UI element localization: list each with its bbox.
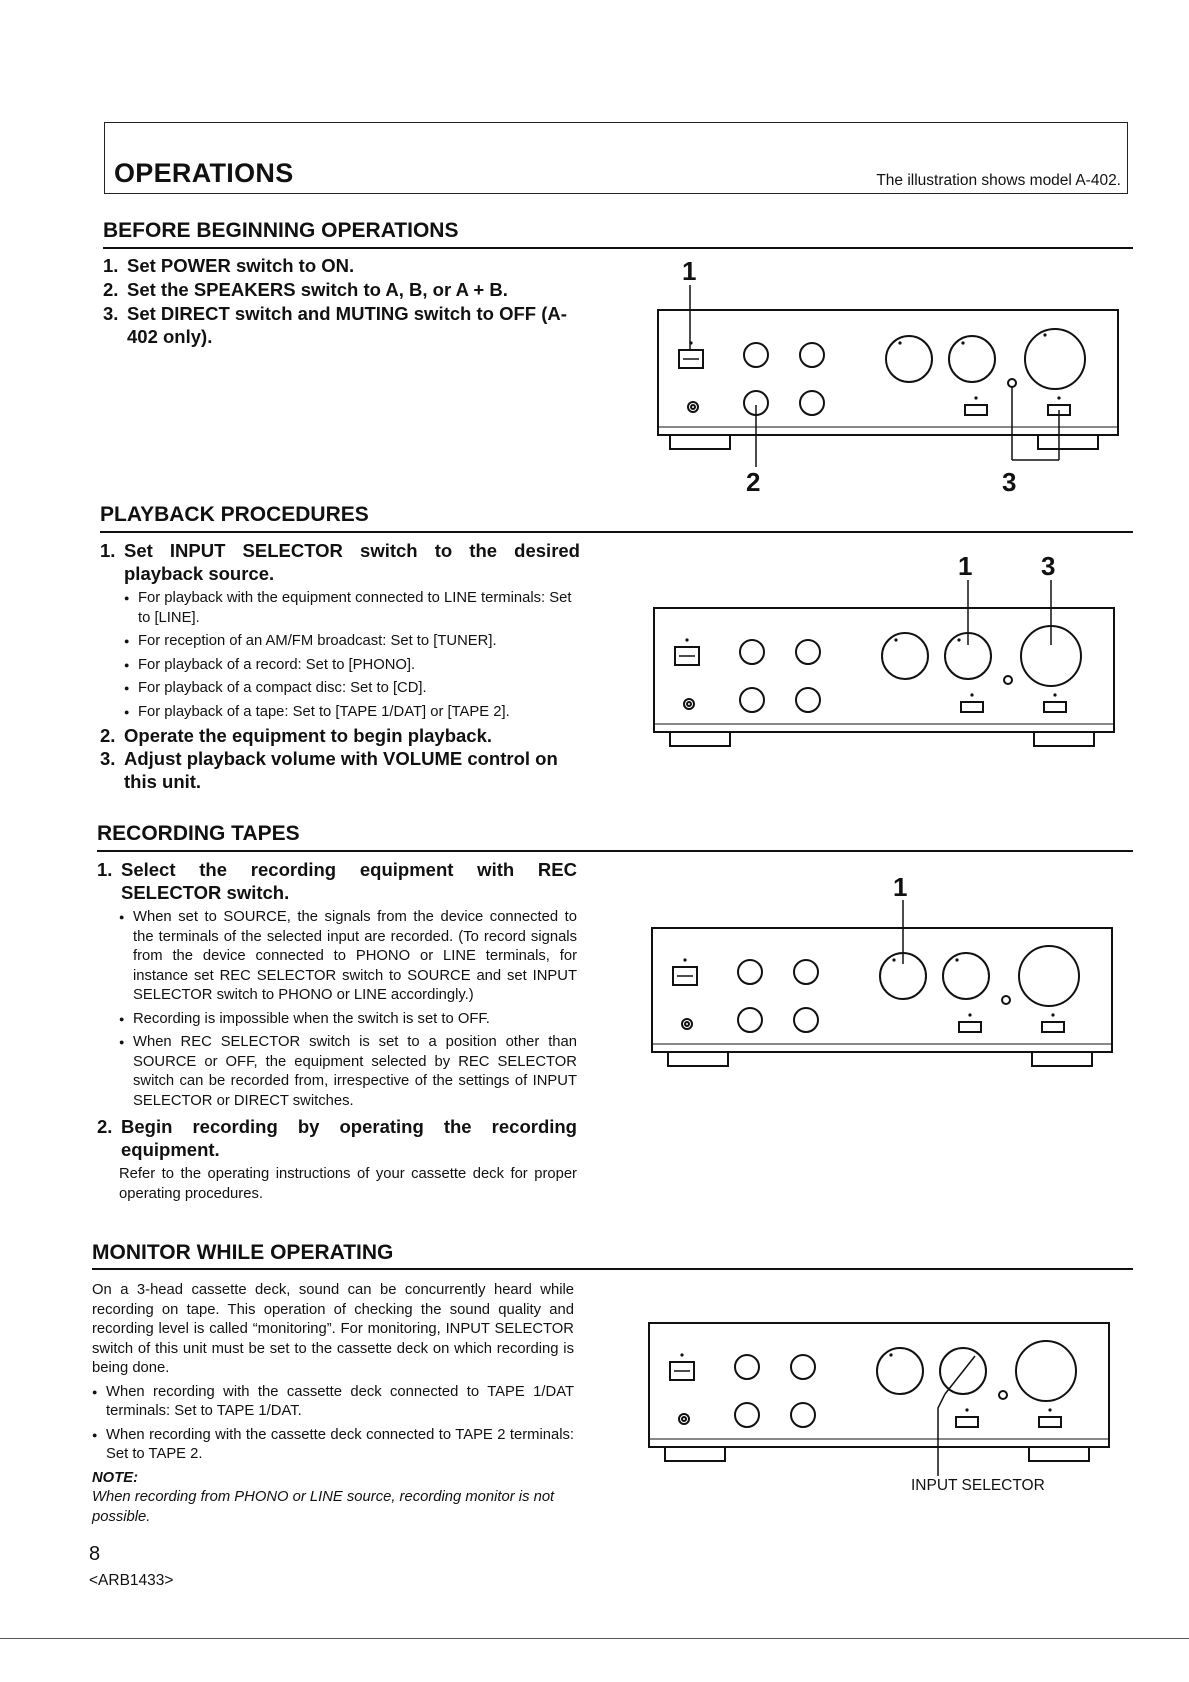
- before-step-2: 2. Set the SPEAKERS switch to A, B, or A + B.: [103, 279, 508, 300]
- amplifier-diagram-playback: [650, 545, 1130, 760]
- list-item: ● When REC SELECTOR switch is set to a position other than SOURCE or OFF, the equipment selected by REC SELECTOR switch can be recorded from, irrespective of the settings of INPUT SELECTOR or DIRECT switches.: [119, 1033, 577, 1111]
- callout-1: 1: [682, 256, 697, 286]
- recording-step-2: 2. Begin recording by operating the recording equipment.: [97, 1116, 577, 1160]
- page-number: 8: [89, 1543, 101, 1565]
- callout-3: 3: [1041, 551, 1056, 581]
- note-text: When recording from PHONO or LINE source, recording monitor is not possible.: [92, 1489, 555, 1525]
- callout-1: 1: [958, 551, 973, 581]
- input-selector-label: INPUT SELECTOR: [911, 1477, 1045, 1494]
- section-rule: [97, 850, 1133, 852]
- list-item: ● For playback of a tape: Set to [TAPE 1/DAT] or [TAPE 2].: [124, 703, 580, 723]
- playback-content: [100, 539, 580, 793]
- list-item: ● For reception of an AM/FM broadcast: Set to [TUNER].: [124, 632, 580, 652]
- amplifier-diagram-before: [650, 255, 1130, 495]
- callout-3: 3: [1002, 467, 1017, 495]
- section-title-monitor: MONITOR WHILE OPERATING: [92, 1241, 394, 1264]
- monitor-para: On a 3-head cassette deck, sound can be concurrently heard while recording on tape. This operation of checking the sound quality and recording level is called “monitoring”. For monitoring, INPUT SELECTOR switch of this unit must be set to the cassette deck on which recording is being done.: [92, 1282, 574, 1376]
- list-item: ● Recording is impossible when the switch is set to OFF.: [119, 1010, 577, 1030]
- recording-step-1: 1. Select the recording equipment with REC SELECTOR switch.: [97, 859, 577, 903]
- recording-bullets: [119, 908, 577, 1111]
- amplifier-diagram-monitor: [645, 1308, 1125, 1498]
- list-item: ● For playback with the equipment connected to LINE terminals: Set to [LINE].: [124, 589, 580, 628]
- before-step-3: 3. Set DIRECT switch and MUTING switch to OFF (A-402 only).: [103, 303, 567, 347]
- callout-2: 2: [746, 467, 761, 495]
- playback-step-3: 3. Adjust playback volume with VOLUME control on this unit.: [100, 748, 558, 792]
- playback-bullets: [124, 589, 580, 722]
- recording-step-2-para: Refer to the operating instructions of your cassette deck for proper operating procedures.: [119, 1166, 577, 1202]
- list-item: ● When set to SOURCE, the signals from the device connected to the terminals of the selected input are recorded. (To record signals from the device connected to PHONO or LINE terminals, for instance set REC SELECTOR switch to SOURCE and set INPUT SELECTOR switch to PHONO or LINE accordingly.): [119, 908, 577, 1006]
- list-item: ● For playback of a record: Set to [PHONO].: [124, 656, 580, 676]
- list-item: ● When recording with the cassette deck connected to TAPE 1/DAT terminals: Set to TAPE 1/DAT.: [92, 1383, 574, 1422]
- section-title-before: BEFORE BEGINNING OPERATIONS: [103, 219, 459, 242]
- page-title: OPERATIONS: [114, 158, 294, 188]
- callout-1: 1: [893, 872, 908, 902]
- list-item: ● When recording with the cassette deck connected to TAPE 2 terminals: Set to TAPE 2.: [92, 1426, 574, 1465]
- amplifier-diagram-recording: [648, 868, 1128, 1078]
- section-rule: [100, 531, 1133, 533]
- section-title-recording: RECORDING TAPES: [97, 822, 300, 845]
- playback-step-2: 2. Operate the equipment to begin playback.: [100, 725, 493, 746]
- section-title-playback: PLAYBACK PROCEDURES: [100, 503, 369, 526]
- before-steps: [103, 254, 603, 348]
- monitor-bullets: [92, 1383, 574, 1465]
- section-rule: [92, 1268, 1133, 1270]
- playback-step-1: 1. Set INPUT SELECTOR switch to the desired playback source.: [100, 540, 580, 584]
- note-label: NOTE:: [92, 1469, 139, 1486]
- section-rule: [103, 247, 1133, 249]
- header-note: The illustration shows model A-402.: [876, 172, 1121, 189]
- list-item: ● For playback of a compact disc: Set to [CD].: [124, 679, 580, 699]
- document-code: <ARB1433>: [89, 1572, 174, 1589]
- before-step-1: 1. Set POWER switch to ON.: [103, 255, 355, 276]
- bottom-divider: [0, 1638, 1189, 1639]
- monitor-content: [92, 1281, 574, 1527]
- recording-content: [97, 858, 577, 1204]
